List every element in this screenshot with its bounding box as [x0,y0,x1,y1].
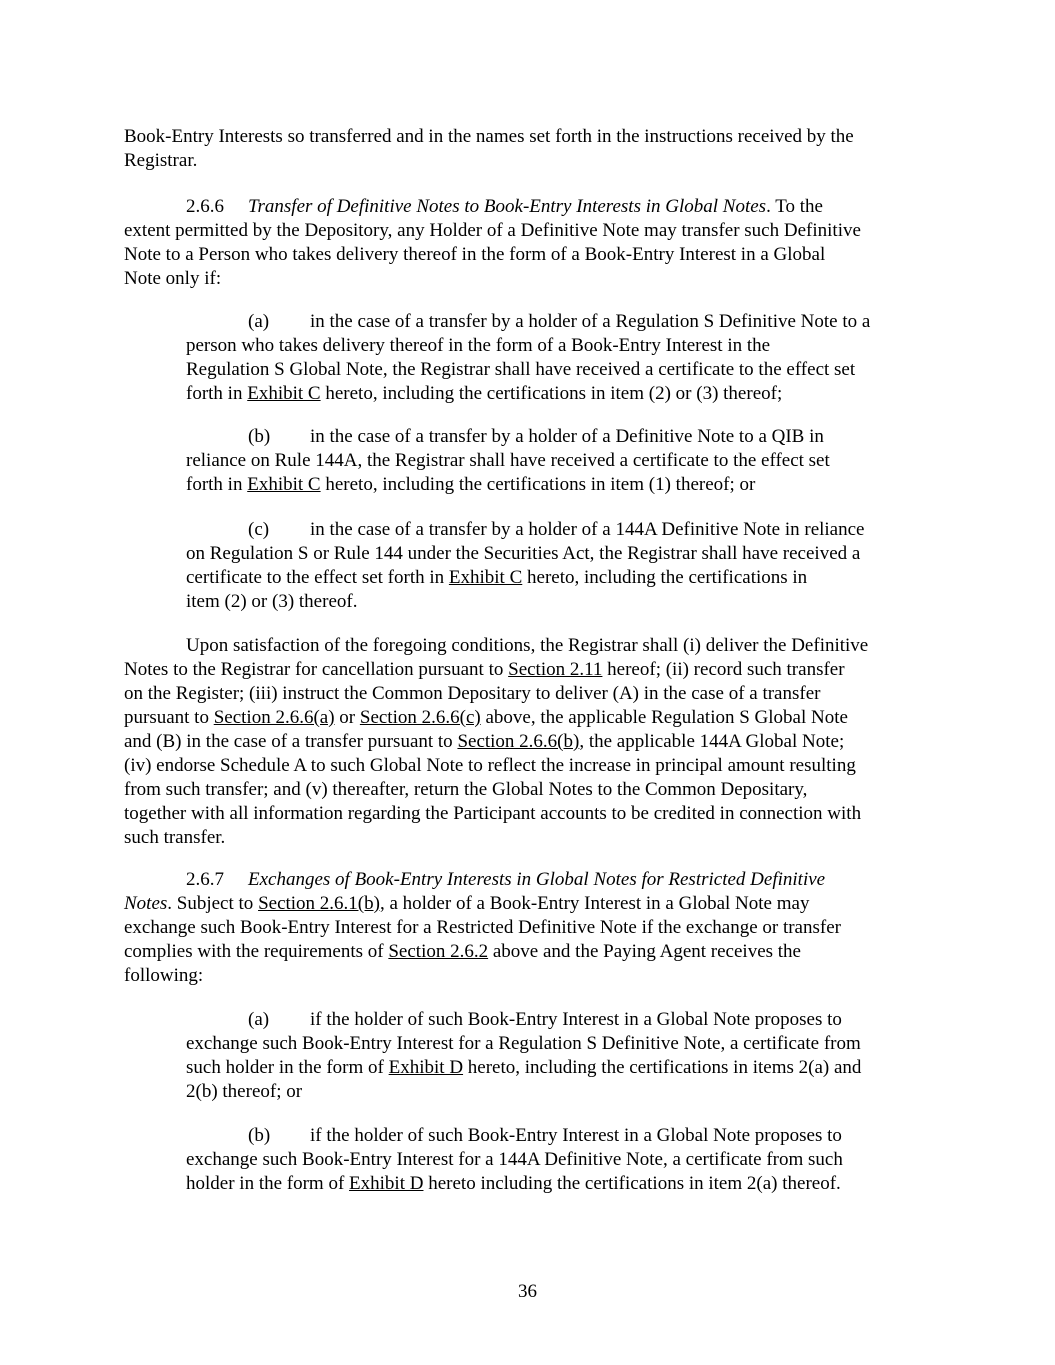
section-2-6-6-b-link[interactable]: Section 2.6.6(b) [457,731,580,752]
section-2-6-6-c-link[interactable]: Section 2.6.6(c) [359,707,481,728]
carryover-paragraph [124,125,944,173]
page-number: 36 [518,1281,537,1302]
text-line: Note only if: [124,268,222,289]
clause-2-6-6-c: (c) in the case of a transfer by a holder of a 144A Definitive Note in reliance on Regulation S or Rule 144 under the Securities Act, the Registrar shall have received a certificate to the effect set forth in Exhibit C hereto, including the certifications in item (2) or (3) thereof. [186,518,944,614]
section-2-6-6 [124,195,944,291]
clause-2-6-6-b: (b) in the case of a transfer by a holder of a Definitive Note to a QIB in reliance on Rule 144A, the Registrar shall have received a certificate to the effect set forth in Exhibit C hereto, including the certifications in item (1) thereof; or [186,425,944,497]
text-line: such transfer. [124,827,226,848]
text-line: extent permitted by the Depository, any Holder of a Definitive Note may transfer such Definitive [124,220,861,241]
section-2-6-7: 2.6.7 Exchanges of Book-Entry Interests in Global Notes for Restricted Definitive Notes. Subject to Section 2.6.1(b), a holder of a Book-Entry Interest in a Global Note may exchange such Book-Entry Interest for a Restricted Definitive Note if the exchange or transfer complies with the requirements of Section 2.6.2 above and the Paying Agent receives the following: [124,868,944,988]
clause-label: (a) [248,311,270,332]
exhibit-c-link[interactable]: Exhibit C [448,567,523,588]
text-line: person who takes delivery thereof in the form of a Book-Entry Interest in the [186,335,771,356]
section-heading: Transfer of Definitive Notes to Book-Entry Interests in Global Notes [248,196,767,217]
text-line: exchange such Book-Entry Interest for a Regulation S Definitive Note, a certificate from [186,1033,861,1054]
section-heading-line: 2.6.6 Transfer of Definitive Notes to Book-Entry Interests in Global Notes. To the [186,196,823,217]
clause-label: (b) [248,426,271,447]
upon-satisfaction-paragraph: Upon satisfaction of the foregoing conditions, the Registrar shall (i) deliver the Definitive Notes to the Registrar for cancellation pursuant to Section 2.11 hereof; (ii) record such transfer on the Register; (iii) instruct the Common Depositary to deliver (A) in the case of a transfer pursuant to Section 2.6.6(a) or Section 2.6.6(c) above, the applicable Regulation S Global Note and (B) in the case of a transfer pursuant to Section 2.6.6(b), the applicable 144A Global Note; (iv) endorse Schedule A to such Global Note to reflect the increase in principal amount resulting from such transfer; and (v) thereafter, return the Global Notes to the Common Depositary, together with all information regarding the Participant accounts to be credited in connection with such transfer. [124,634,944,850]
exhibit-d-link[interactable]: Exhibit D [349,1173,424,1194]
text-line: from such transfer; and (v) thereafter, return the Global Notes to the Common Depositary, [124,779,808,800]
text-line: exchange such Book-Entry Interest for a 144A Definitive Note, a certificate from such [186,1149,843,1170]
text-line: Registrar. [124,150,198,171]
clause-2-6-6-a: (a) in the case of a transfer by a holder of a Regulation S Definitive Note to a person who takes delivery thereof in the form of a Book-Entry Interest in the Regulation S Global Note, the Registrar shall have received a certificate to the effect set forth in Exhibit C hereto, including the certifications in item (2) or (3) thereof; [186,310,944,406]
exhibit-d-link[interactable]: Exhibit D [388,1057,464,1078]
section-number: 2.6.6 [186,196,224,217]
text-line: Book-Entry Interests so transferred and in the names set forth in the instructions received by the [124,126,854,147]
section-heading: Exchanges of Book-Entry Interests in Global Notes for Restricted Definitive [248,869,826,890]
text-line: following: [124,965,204,986]
clause-label: (b) [248,1125,271,1146]
section-number: 2.6.7 [186,869,224,890]
text-line: Note to a Person who takes delivery thereof in the form of a Book-Entry Interest in a Global [124,244,826,265]
text-line: on Regulation S or Rule 144 under the Securities Act, the Registrar shall have received a [186,543,861,564]
section-heading: Notes [124,893,168,914]
section-2-6-2-link[interactable]: Section 2.6.2 [388,941,489,962]
text-line: Upon satisfaction of the foregoing conditions, the Registrar shall (i) deliver the Definitive [186,635,869,656]
clause-2-6-7-b: (b) if the holder of such Book-Entry Interest in a Global Note proposes to exchange such Book-Entry Interest for a 144A Definitive Note, a certificate from such holder in the form of Exhibit D hereto including the certifications in item 2(a) thereof. [186,1124,944,1196]
text-line: on the Register; (iii) instruct the Common Depositary to deliver (A) in the case of a transfer [124,683,821,704]
clause-label: (c) [248,519,270,540]
clause-label: (a) [248,1009,270,1030]
text-line: exchange such Book-Entry Interest for a Restricted Definitive Note if the exchange or transfer [124,917,841,938]
section-heading-line [124,868,944,892]
clause-2-6-7-a: (a) if the holder of such Book-Entry Interest in a Global Note proposes to exchange such Book-Entry Interest for a Regulation S Definitive Note, a certificate from such holder in the form of Exhibit D hereto, including the certifications in items 2(a) and 2(b) thereof; or [186,1008,944,1104]
section-2-6-1-b-link[interactable]: Section 2.6.1(b) [258,893,380,914]
section-2-6-6-a-link[interactable]: Section 2.6.6(a) [213,707,335,728]
exhibit-c-link[interactable]: Exhibit C [247,474,321,495]
text-line: item (2) or (3) thereof. [186,591,358,612]
exhibit-c-link[interactable]: Exhibit C [247,383,321,404]
text-line: reliance on Rule 144A, the Registrar shall have received a certificate to the effect set [186,450,830,471]
text-line: together with all information regarding the Participant accounts to be credited in connection with [124,803,862,824]
text-line: 2(b) thereof; or [186,1081,303,1102]
text-line: Regulation S Global Note, the Registrar shall have received a certificate to the effect set [186,359,856,380]
text-line: (iv) endorse Schedule A to such Global Note to reflect the increase in principal amount resulting [124,755,856,776]
section-2-11-link[interactable]: Section 2.11 [508,659,603,680]
